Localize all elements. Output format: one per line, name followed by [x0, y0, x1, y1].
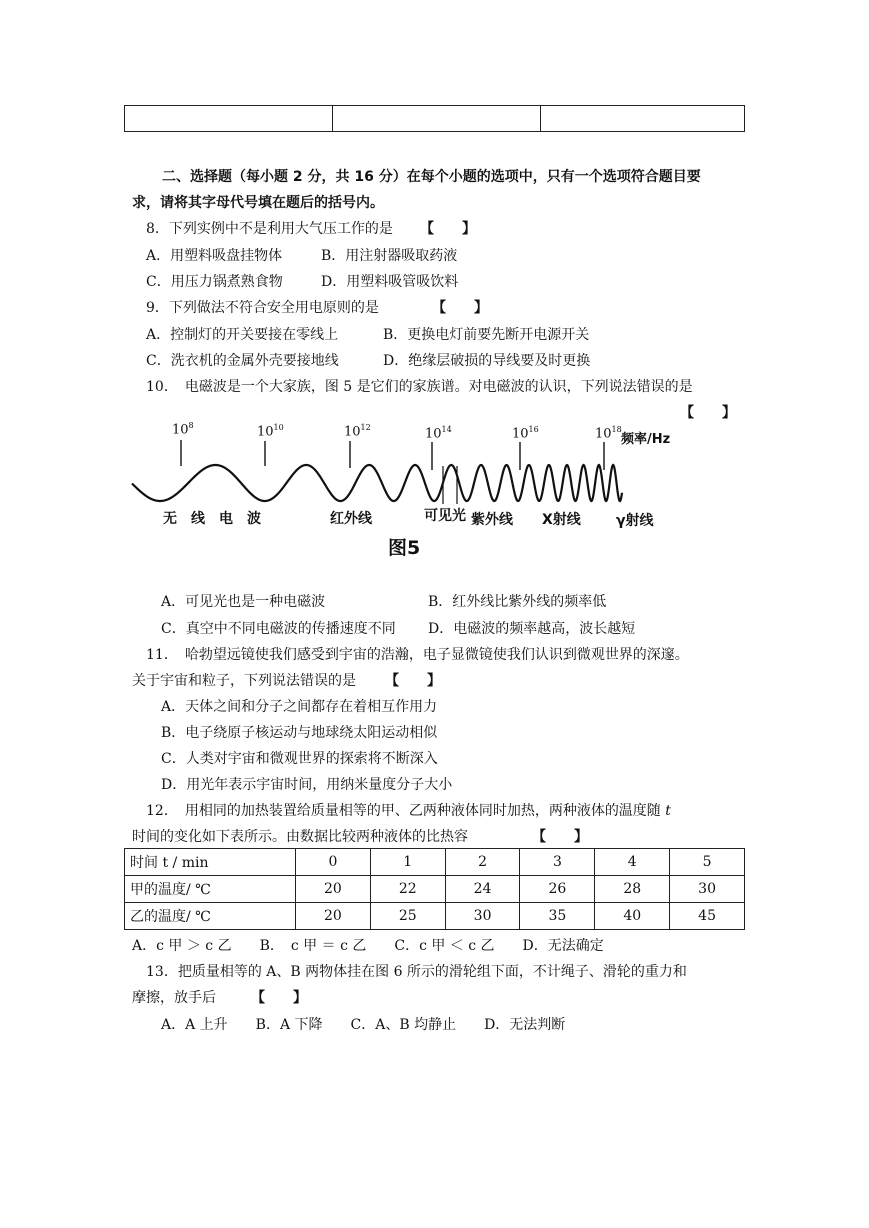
q8-option-a: A．用塑料吸盘挂物体	[146, 248, 283, 264]
em-wave-curve	[132, 465, 622, 501]
q13-stem-line2: 摩擦，放手后	[132, 990, 216, 1006]
q9-option-a: A．控制灯的开关要接在零线上	[146, 327, 339, 343]
table-cell: 4	[595, 849, 670, 876]
band-label-radio: 无 线 电 波	[163, 511, 261, 527]
tick-label: $10^{14}$	[425, 425, 452, 442]
q11-option-c: C．人类对宇宙和微观世界的探索将不断深入	[161, 751, 438, 767]
tick-label: $10^{16}$	[512, 425, 539, 442]
tick-label: $10^8$	[172, 421, 194, 438]
q11-stem-line2: 关于宇宙和粒子，下列说法错误的是	[132, 673, 356, 689]
table-cell: 26	[520, 876, 595, 903]
table-row	[125, 876, 745, 903]
table-cell: 30	[445, 903, 520, 930]
q10-option-d: D．电磁波的频率越高，波长越短	[428, 621, 636, 637]
table-row	[125, 903, 745, 930]
q13-answer-bracket[interactable]: 【 】	[251, 990, 307, 1006]
q13-options: A．A 上升 B．A 下降 C．A、B 均静止 D．无法判断	[161, 1017, 566, 1033]
q12-stem-line1: 12． 用相同的加热装置给质量相等的甲、乙两种液体同时加热，两种液体的温度随 t	[146, 803, 671, 819]
band-label-gamma: γ射线	[616, 513, 654, 529]
q8-option-d: D．用塑料吸管吸饮料	[321, 274, 459, 290]
q9-answer-bracket[interactable]: 【 】	[432, 300, 488, 316]
band-label-ultraviolet: 紫外线	[471, 512, 513, 528]
q10-option-c: C．真空中不同电磁波的传播速度不同	[161, 621, 396, 637]
table-cell: 1	[370, 849, 445, 876]
table-cell: 乙的温度/ ℃	[125, 903, 296, 930]
q12-stem-line2: 时间的变化如下表所示。由数据比较两种液体的比热容	[132, 829, 468, 845]
table-cell: 25	[370, 903, 445, 930]
frequency-axis-label: 频率/Hz	[621, 432, 671, 447]
q9-option-b: B．更换电灯前要先断开电源开关	[383, 327, 590, 343]
tick-label: $10^{10}$	[257, 423, 284, 440]
q10-answer-bracket[interactable]: 【 】	[680, 405, 736, 421]
section-heading-line2: 求，请将其字母代号填在题后的括号内。	[132, 195, 384, 211]
q10-option-b: B．红外线比紫外线的频率低	[428, 594, 607, 610]
table-cell: 时间 t / min	[125, 849, 296, 876]
q13-stem-line1: 13．把质量相等的 A、B 两物体挂在图 6 所示的滑轮组下面，不计绳子、滑轮的重力和	[146, 964, 687, 980]
table-cell: 22	[370, 876, 445, 903]
table-cell: 28	[595, 876, 670, 903]
table-cell: 20	[296, 903, 371, 930]
section-heading-line1: 二、选择题（每小题 2 分，共 16 分）在每个小题的选项中，只有一个选项符合题目要	[162, 169, 701, 185]
q11-option-b: B．电子绕原子核运动与地球绕太阳运动相似	[161, 725, 438, 741]
q8-option-b: B．用注射器吸取药液	[321, 248, 458, 264]
q10-option-a: A．可见光也是一种电磁波	[161, 594, 326, 610]
band-label-xray: X射线	[542, 512, 581, 528]
band-label-visible: 可见光	[424, 508, 466, 524]
table-cell: 20	[296, 876, 371, 903]
table-cell: 0	[296, 849, 371, 876]
tick-label: $10^{12}$	[344, 423, 371, 440]
table-cell: 5	[670, 849, 745, 876]
figure5-caption: 图5	[388, 537, 421, 559]
q8-answer-bracket[interactable]: 【 】	[420, 221, 476, 237]
table-cell: 3	[520, 849, 595, 876]
q9-stem: 9．下列做法不符合安全用电原则的是	[146, 300, 379, 316]
temperature-table	[124, 848, 745, 930]
q12-options: A．c 甲 ＞ c 乙 B． c 甲 ＝ c 乙 C．c 甲 ＜ c 乙 D．无法确定	[132, 938, 604, 954]
tick-label: $10^{18}$	[595, 425, 622, 442]
table-cell: 40	[595, 903, 670, 930]
table-cell: 甲的温度/ ℃	[125, 876, 296, 903]
table-cell: 24	[445, 876, 520, 903]
q8-stem: 8．下列实例中不是利用大气压工作的是	[146, 221, 393, 237]
table-cell: 35	[520, 903, 595, 930]
q11-option-d: D．用光年表示宇宙时间，用纳米量度分子大小	[161, 777, 453, 793]
table-cell: 45	[670, 903, 745, 930]
q10-stem: 10． 电磁波是一个大家族，图 5 是它们的家族谱。对电磁波的认识，下列说法错误的是	[146, 379, 693, 395]
band-label-infrared: 红外线	[330, 511, 372, 527]
q11-option-a: A．天体之间和分子之间都存在着相互作用力	[161, 699, 438, 715]
q11-stem-line1: 11． 哈勃望远镜使我们感受到宇宙的浩瀚，电子显微镜使我们认识到微观世界的深邃。	[146, 647, 689, 663]
table-cell: 2	[445, 849, 520, 876]
q9-option-c: C．洗衣机的金属外壳要接地线	[146, 353, 339, 369]
q8-option-c: C．用压力锅煮熟食物	[146, 274, 283, 290]
table-header-row	[125, 849, 745, 876]
q9-option-d: D．绝缘层破损的导线要及时更换	[383, 353, 591, 369]
q11-answer-bracket[interactable]: 【 】	[385, 673, 441, 689]
table-cell: 30	[670, 876, 745, 903]
q12-answer-bracket[interactable]: 【 】	[532, 829, 588, 845]
